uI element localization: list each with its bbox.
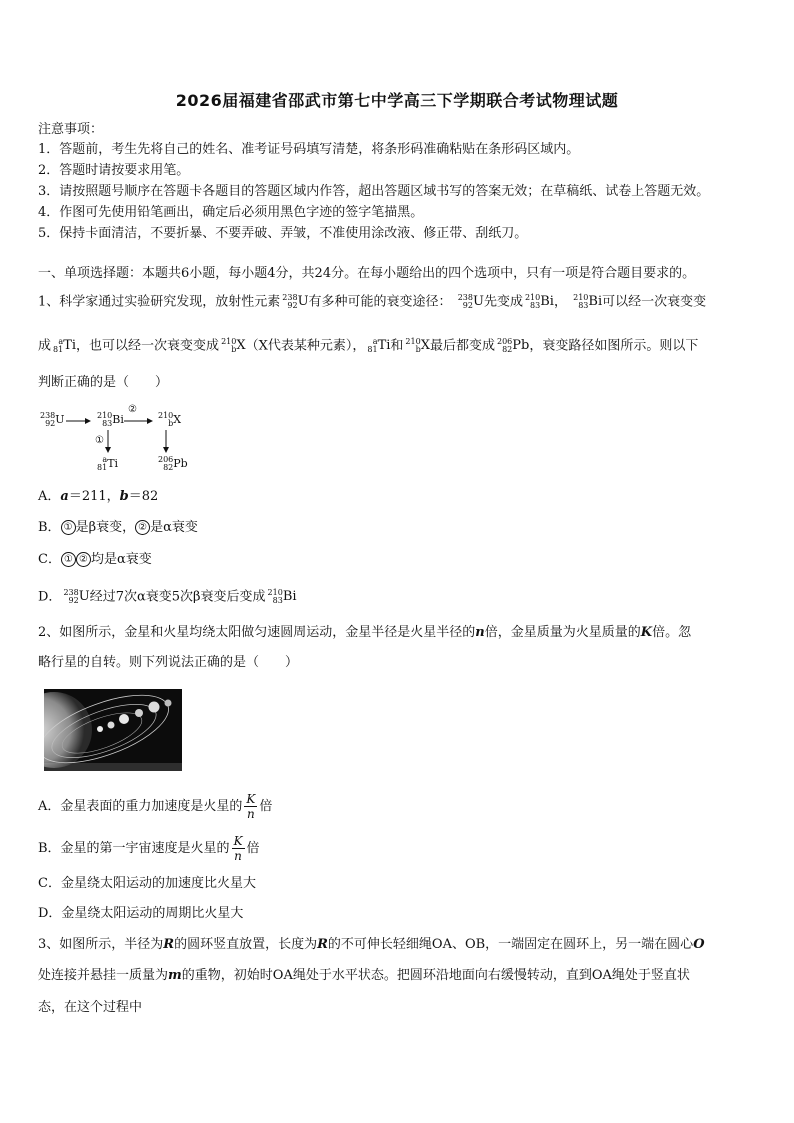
step-1-label: ① (95, 435, 104, 446)
notice-item-4: 4．作图可先使用铅笔画出，确定后必须用黑色字迹的签字笔描黑。 (38, 205, 424, 220)
node-bi: 210 83 Bi (97, 411, 124, 428)
q1-option-c[interactable]: C． ① ② 均是α衰变 (38, 552, 152, 567)
notice-item-1: 1．答题前，考生先将自己的姓名、准考证号码填写清楚，将条形码准确粘贴在条形码区域内。 (38, 142, 580, 157)
q2-option-a[interactable]: A．金星表面的重力加速度是火星的 $\frac{K}{n}$ 倍 (38, 792, 273, 821)
q1-line-2: 成 a 81 Ti，也可以经一次衰变变成 210 b X（X代表某种元素）， a 81 Ti和 210 b X最后都变成 206 82 Pb，衰变路径如图所示。则以下 (38, 337, 699, 354)
q1-line-1: 1、科学家通过实验研究发现，放射性元素 238 92 U有多种可能的衰变途径： 238 92 U先变成 210 83 Bi， 210 83 Bi可以经一次衰变变 (38, 293, 707, 310)
node-ti: a 81 Ti (97, 455, 119, 472)
q1-line-3: 判断正确的是（ ） (38, 375, 169, 390)
fraction-k-over-n: $\frac{K}{n}$ (246, 792, 256, 821)
section-heading: 一、单项选择题：本题共6小题，每小题4分，共24分。在每小题给出的四个选项中，只有一项是符合题目要求的。 (38, 266, 696, 281)
q2-option-d[interactable]: D．金星绕太阳运动的周期比火星大 (38, 906, 244, 921)
q2-option-c[interactable]: C．金星绕太阳运动的加速度比火星大 (38, 876, 256, 891)
q1-option-b[interactable]: B． ① 是β衰变， ② 是α衰变 (38, 520, 198, 535)
notice-item-2: 2．答题时请按要求用笔。 (38, 163, 190, 178)
nuclide-u-index: 238 92 (282, 293, 298, 310)
node-pb: 206 82 Pb (158, 455, 188, 472)
solar-system-image (44, 689, 182, 771)
q2-line-2: 略行星的自转。则下列说法正确的是（ ） (38, 655, 299, 670)
q3-line-2: 处连接并悬挂一质量为m的重物，初始时OA绳处于水平状态。把圆环沿地面向右缓慢转动，直到OA绳处于竖直状 (38, 968, 690, 983)
fraction-k-over-n: $\frac{K}{n}$ (233, 834, 243, 863)
notice-heading: 注意事项： (38, 122, 104, 137)
q2-option-b[interactable]: B．金星的第一宇宙速度是火星的 $\frac{K}{n}$ 倍 (38, 834, 260, 863)
q3-line-3: 态，在这个过程中 (38, 1000, 143, 1015)
q1-option-d[interactable]: D． 238 92 U经过7次α衰变5次β衰变后变成 210 83 Bi (38, 588, 297, 605)
q3-line-1: 3、如图所示，半径为R的圆环竖直放置，长度为R的不可伸长轻细绳OA、OB，一端固定在圆环上，另一端在圆心O (38, 937, 705, 952)
notice-item-3: 3．请按照题号顺序在答题卡各题目的答题区域内作答，超出答题区域书写的答案无效；在草稿纸、试卷上答题无效。 (38, 184, 710, 199)
node-u: 238 92 U (40, 411, 65, 428)
notice-item-5: 5．保持卡面清洁，不要折暴、不要弄破、弄皱，不准使用涂改液、修正带、刮纸刀。 (38, 226, 528, 241)
q1-option-a[interactable]: A．a＝211，b＝82 (38, 489, 159, 504)
page-title: 2026届福建省邵武市第七中学高三下学期联合考试物理试题 (175, 91, 619, 110)
step-2-label: ② (128, 404, 137, 415)
decay-arrows (38, 410, 198, 478)
decay-path-diagram (38, 404, 198, 478)
node-x: 210 b X (158, 411, 182, 428)
q2-line-1: 2、如图所示，金星和火星均绕太阳做匀速圆周运动，金星半径是火星半径的n倍，金星质量为火星质量的K倍。忽 (38, 625, 692, 640)
